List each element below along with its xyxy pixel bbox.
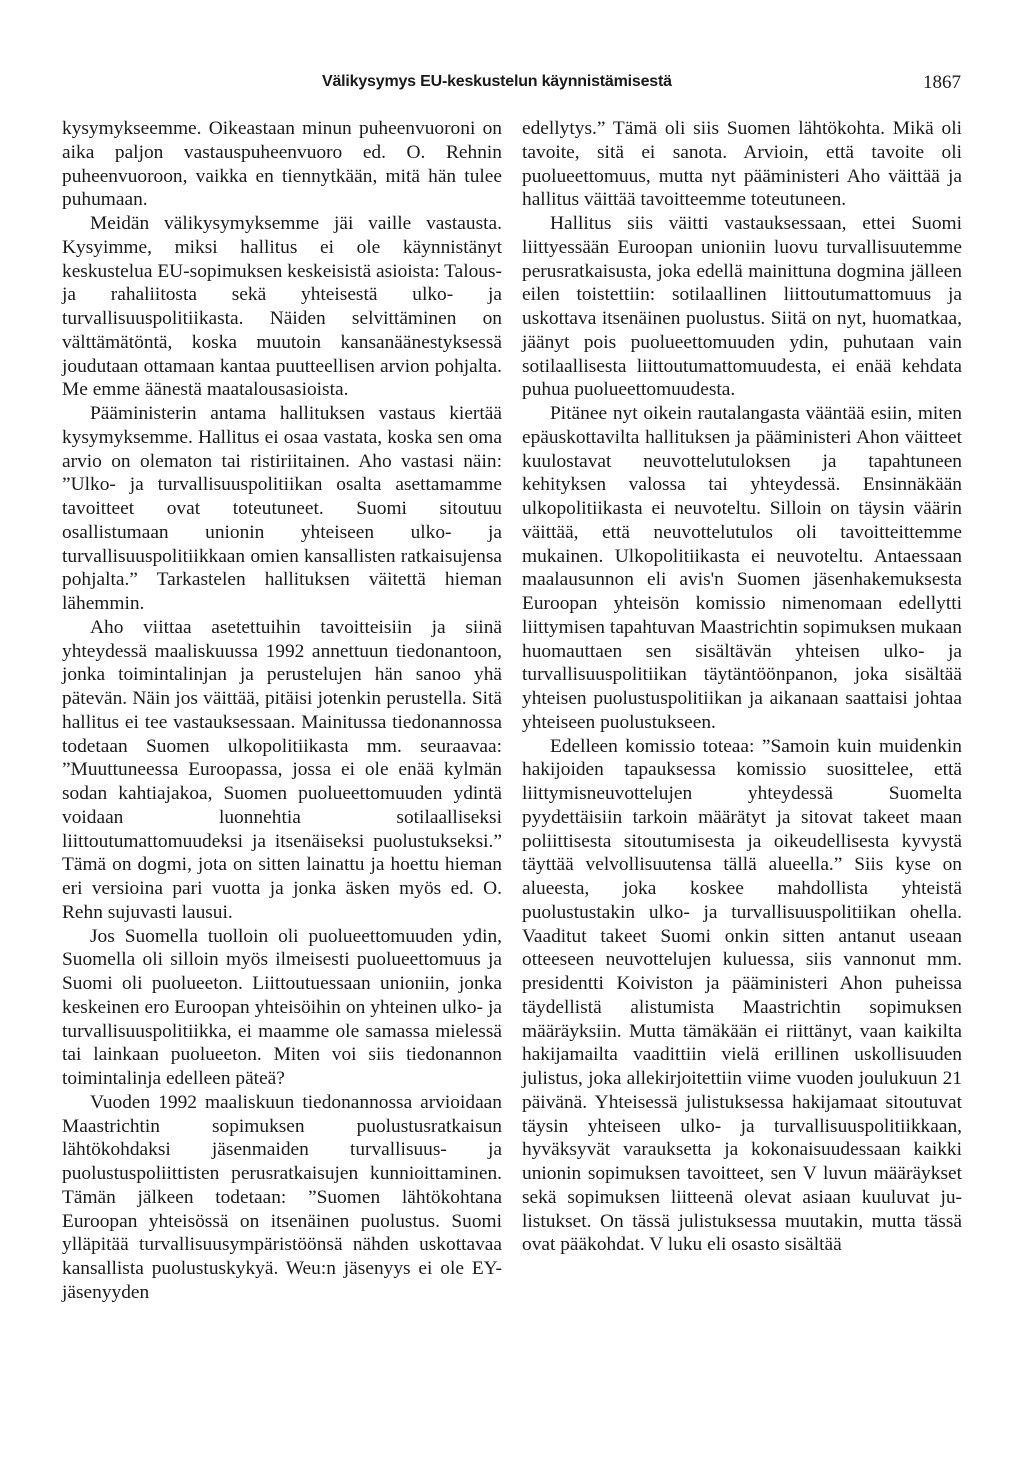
- paragraph: Vuoden 1992 maaliskuun tiedonannossa arvioidaan Maastrichtin sopimuksen puolustusratkaisun lähtökohdaksi jäsenmaiden turvallisuus- ja puolustuspoliittisten perusratkaisujen kunnioittaminen. Tämän jälkeen todetaan: ”Suomen lähtökohtana Euroopan yhteisössä on itsenäinen puolustus. Suomi ylläpitää turvallisuusympäristöönsä nähden uskottavaa kansallista puolustuskykyä. Weu:n jäsenyys ei ole EY-jäsenyyden: [62, 1091, 502, 1303]
- paragraph: Pääministerin antama hallituksen vastaus kiertää kysymyksemme. Hallitus ei osaa vastata, koska sen oma arvio on olematon tai ristiriitainen. Aho vastasi näin: ”Ulko- ja turvallisuuspolitiikan osalta asettamamme tavoitteet ovat toteutuneet. Suomi sitoutuu osallistumaan unionin yhteiseen ulko- ja turvallisuuspolitiikkaan omien kansallisten ratkaisujensa pohjalta.” Tarkastelen hallituksen väitettä hieman lähemmin.: [62, 403, 502, 614]
- left-text-column: [62, 117, 502, 1305]
- paragraph: Aho viittaa asetettuihin tavoitteisiin ja siinä yhteydessä maaliskuussa 1992 annettuun tiedonantoon, jonka toimintalinjan ja perustelujen hän sanoo yhä pätevän. Näin jos väittää, pitäisi jotenkin perustella. Sitä hallitus ei tee vastauksessaan. Mainitussa tiedonannossa todetaan Suomen ulkopolitiikasta mm. seuraavaa: ”Muuttuneessa Euroopassa, jossa ei ole enää kylmän sodan kahtiajakoa, Suomen puolueettomuuden ydintä voidaan luonnehtia sotilaalliseksi liittoutumattomuudeksi ja itsenäiseksi puolustukseksi.” Tämä on dogmi, jota on sitten lainattu ja hoettu hieman eri versioina pari vuotta ja jonka äsken myös ed. O. Rehn sujuvasti lausui.: [62, 616, 502, 923]
- right-text-column: [522, 117, 962, 1257]
- page-number: 1867: [923, 72, 961, 93]
- paragraph: Hallitus siis väitti vastauksessaan, ettei Suomi liittyessään Euroopan unioniin luovu turvallisuutemme perusratkaisusta, joka edellä mainittuna dogmina jälleen eilen toistettiin: sotilaallinen liittoutumattomuus ja uskottava itsenäinen puolustus. Siitä on nyt, huomatkaa, jäänyt pois puolueettomuuden ydin, puhutaan vain sotilaallisesta liittoutumattomuudesta, ei enää kehdata puhua puolueettomuudesta.: [522, 213, 962, 401]
- paragraph: edellytys.” Tämä oli siis Suomen lähtökohta. Mikä oli tavoite, sitä ei sanota. Arvioin, että tavoite oli puolueettomuus, mutta nyt pääministeri Aho väittää ja hallitus väittää tavoitteemme toteutuneen.: [522, 118, 962, 211]
- paragraph: Meidän välikysymyksemme jäi vaille vastausta. Kysyimme, miksi hallitus ei ole käynnistänyt keskustelua EU-sopimuksen keskeisistä asioista: Talous- ja rahaliitosta sekä yhteisestä ulko- ja turvallisuuspolitiikasta. Näiden selvittäminen on välttämätöntä, koska muutoin kansanäänestyksessä joudutaan ottamaan kantaa puutteellisen arvion pohjalta. Me emme äänestä maatalousasioista.: [62, 213, 502, 401]
- paragraph: Pitänee nyt oikein rautalangasta vääntää esiin, miten epäuskottavilta hallituksen ja pääministeri Ahon väitteet kuulostavat neuvottelutuloksen ja tapahtuneen kehityksen valossa tai yhteydessä. Ensinnäkään ulkopolitiikasta ei neuvoteltu. Silloin on täysin väärin väittää, että neuvottelutulos oli tavoitteittemme mukainen. Ulkopolitiikasta ei neuvoteltu. Antaessaan maalausunnon eli avis'n Suomen jäsenhakemuksesta Euroopan yhteisön komissio nimenomaan edellytti liittymisen tapahtuvan Maastrichtin sopimuksen mukaan huomauttaen sen sisältävän yhteisen ulko- ja turvallisuuspolitiikan täytäntöönpanon, joka sisältää yhteisen puolustuspolitiikan ja aikanaan saattaisi johtaa yhteiseen puolustukseen.: [522, 403, 962, 733]
- paragraph: kysymykseemme. Oikeastaan minun puheenvuoroni on aika paljon vastauspuheenvuoro ed. O. Rehnin puheenvuoroon, vaikka en tiennytkään, mitä hän tulee puhumaan.: [62, 118, 502, 211]
- paragraph: Jos Suomella tuolloin oli puolueettomuuden ydin, Suomella oli silloin myös ilmeisesti puolueettomuus ja Suomi oli puolueeton. Liittoutuessaan unioniin, jonka keskeinen ero Euroopan yhteisöihin on yhteinen ulko- ja turvallisuuspolitiikka, ei maamme ole samassa mielessä tai lainkaan puolueeton. Miten voi siis tiedonannon toimintalinja edelleen päteä?: [62, 925, 502, 1089]
- running-header-title: Välikysymys EU-keskustelun käynnistämisestä: [322, 73, 672, 90]
- paragraph: Edelleen komissio toteaa: ”Samoin kuin muidenkin hakijoiden tapauksessa komissio suosittelee, että liittymisneuvottelujen yhteydessä Suomelta pyydettäisiin tarkoin määrätyt ja sitovat takeet maan poliittisesta sitoutumisesta ja oikeudellisesta kyvystä täyttää velvollisuutensa tällä alueella.” Siis kyse on alueesta, joka koskee mahdollista yhteistä puolustustakin ulko- ja turvallisuuspolitiikan ohella. Vaaditut takeet Suomi onkin sitten antanut useaan otteeseen neuvottelujen kuluessa, siis vannonut mm. presidentti Koiviston ja pääministeri Ahon puheissa täydellistä alistumista Maastrichtin sopimuksen määräyksiin. Mutta tämäkään ei riittänyt, vaan kaikilta hakijamailta vaadittiin vielä erillinen uskollisuuden julistus, joka allekirjoitettiin viime vuoden joulukuun 21 päivänä. Yhteisessä julistuksessa hakijamaat sitoutuvat täysin yhteiseen ulko- ja turvallisuuspolitiikkaan, hyväksyvät varauksetta ja kokonaisuudessaan kaikki unionin sopimuksen tavoitteet, sen V luvun määräykset sekä sopimuksen liitteenä olevat asiaan kuuluvat julistukset. On tässä julistuksessa muutakin, mutta tässä ovat pääkohdat. V luku eli osasto sisältää: [522, 735, 962, 1256]
